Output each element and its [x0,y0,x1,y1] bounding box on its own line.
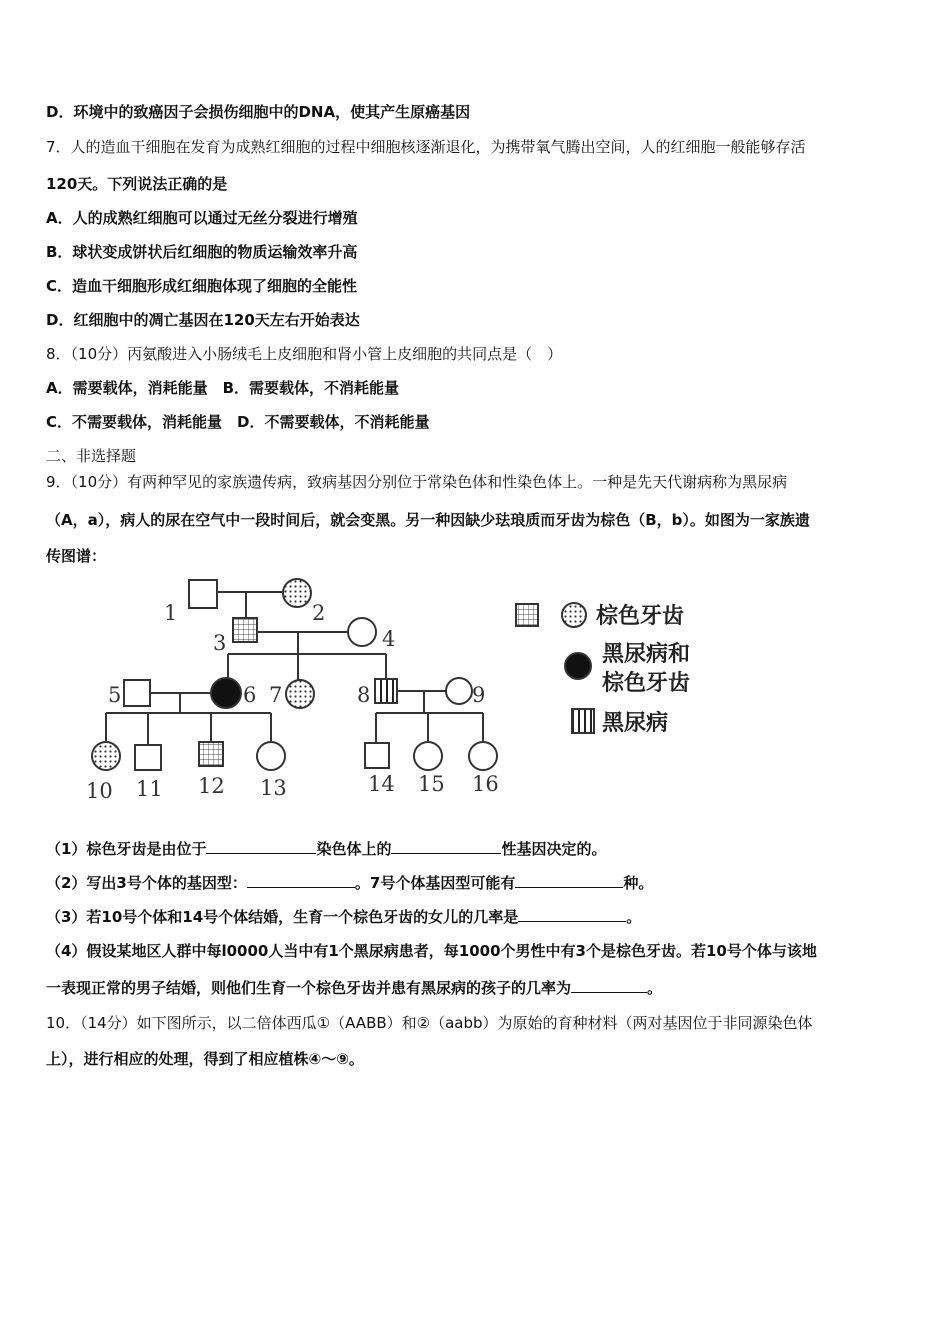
individual-14 [365,743,389,768]
q7-option-d: D．红细胞中的凋亡基因在120天左右开始表达 [46,311,360,329]
label-11: 11 [136,777,163,801]
individual-11 [135,745,161,770]
label-6: 6 [243,683,257,707]
label-3: 3 [213,631,227,655]
q9-sub3 [46,906,906,927]
label-2: 2 [312,601,326,625]
label-15: 15 [418,772,445,796]
individual-10 [92,742,120,770]
q9-sub3-part2: 。 [626,908,642,926]
legend-both-line2: 棕色牙齿 [602,671,691,696]
q9-sub2-part3: 种。 [623,874,654,892]
label-5: 5 [108,683,122,707]
label-8: 8 [357,683,371,707]
label-7: 7 [269,683,283,707]
label-4: 4 [382,627,396,651]
label-14: 14 [368,772,395,796]
individual-6 [211,678,241,708]
q9-sub4-line1: （4）假设某地区人群中每l0000人当中有1个黑尿病患者，每1000个男性中有3个是棕色牙齿。若10号个体与该地 [46,942,817,960]
legend-both-line1: 黑尿病和 [602,642,691,667]
individual-12 [199,742,223,766]
q9-sub2-part2: 。7号个体基因型可能有 [354,874,516,892]
pedigree-legend [516,603,594,733]
q8-options-ab: A．需要载体，消耗能量 B．需要载体，不消耗能量 [46,379,400,397]
q9-sub4-part1: 一表现正常的男子结婚，则他们生育一个棕色牙齿并患有黑尿病的孩子的几率为 [46,979,572,997]
q7-option-b: B．球状变成饼状后红细胞的物质运输效率升高 [46,243,358,261]
individual-5 [124,680,150,706]
q7-option-a: A．人的成熟红细胞可以通过无丝分裂进行增殖 [46,209,358,227]
answer-blank[interactable] [518,906,626,922]
label-10: 10 [86,779,113,803]
answer-blank[interactable] [391,838,501,854]
q9-stem-line1: 9．（10分）有两种罕见的家族遗传病，致病基因分别位于常染色体和性染色体上。一种是先天代谢病称为黑尿病 [46,473,788,491]
q9-sub2-part1: （2）写出3号个体的基因型： [46,874,247,892]
individual-1 [189,580,217,608]
individual-7 [286,680,314,708]
section-heading: 二、非选择题 [46,447,137,465]
q9-stem-line3: 传图谱： [46,547,107,565]
answer-blank[interactable] [515,872,623,888]
option-d-prev: D．环境中的致癌因子会损伤细胞中的DNA，使其产生原癌基因 [46,103,471,121]
q7-stem-line2: 120天。下列说法正确的是 [46,175,228,193]
individual-4 [348,618,376,646]
answer-blank[interactable] [571,977,647,993]
q9-sub1-part1: （1）棕色牙齿是由位于 [46,840,207,858]
legend-circle-brown [562,603,586,627]
q7-stem-line1: 7．人的造血干细胞在发育为成熟红细胞的过程中细胞核逐渐退化，为携带氧气腾出空间，人的红细胞一般能够存活 [46,138,806,156]
q9-sub4-line2 [46,977,906,998]
answer-blank[interactable] [206,838,316,854]
individual-15 [414,742,442,770]
q7-option-c: C．造血干细胞形成红细胞体现了细胞的全能性 [46,277,358,295]
legend-circle-both [565,653,591,679]
q9-sub1-part2: 染色体上的 [316,840,392,858]
q9-sub4-part2: 。 [647,979,663,997]
q9-sub3-part1: （3）若10号个体和14号个体结婚，生育一个棕色牙齿的女儿的几率是 [46,908,519,926]
legend-square-brown [516,604,538,626]
individual-2 [283,579,311,607]
label-16: 16 [472,772,499,796]
individual-3 [233,618,257,642]
individual-8 [375,679,397,703]
q10-stem-line1: 10．（14分）如下图所示，以二倍体西瓜①（AABB）和②（aabb）为原始的育种材料（两对基因位于非同源染色体 [46,1014,813,1032]
individual-16 [469,742,497,770]
q9-sub2 [46,872,906,893]
answer-blank[interactable] [247,872,355,888]
label-9: 9 [472,683,486,707]
q9-sub1 [46,838,906,859]
pedigree-diagram [78,574,738,810]
q8-stem: 8．（10分）丙氨酸进入小肠绒毛上皮细胞和肾小管上皮细胞的共同点是（ ） [46,345,563,363]
individual-13 [257,742,285,770]
legend-alkaptonuria: 黑尿病 [602,711,669,736]
label-13: 13 [260,776,287,800]
label-1: 1 [164,601,178,625]
q9-stem-line2: （A，a），病人的尿在空气中一段时间后，就会变黑。另一种因缺少珐琅质而牙齿为棕色（B，b）。如图为一家族遗 [46,511,810,529]
legend-brown-teeth: 棕色牙齿 [596,604,685,629]
q10-stem-line2: 上），进行相应的处理，得到了相应植株④～⑨。 [46,1050,364,1068]
label-12: 12 [198,774,225,798]
individual-9 [446,678,472,704]
legend-square-alkaptonuria [572,709,594,733]
q9-sub1-part3: 性基因决定的。 [501,840,607,858]
q8-options-cd: C．不需要载体，消耗能量 D．不需要载体，不消耗能量 [46,413,430,431]
